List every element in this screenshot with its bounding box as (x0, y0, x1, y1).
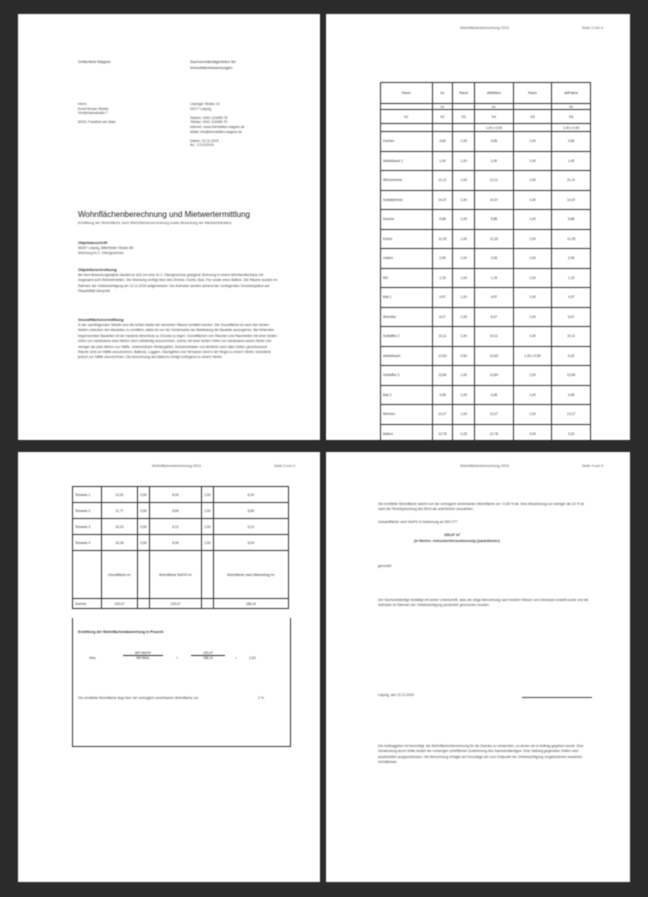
usage-paragraph: Der Auftraggeber ist berechtigt, die Wohnflächenberechnung für die Zwecke zu verwenden, zu denen sie in Auftrag gegeben wurde. Eine Verwendung durch Dritte bedarf der vorherigen schriftlichen Zustimmung des Sachverständigen. Eine Haftung gegenüber Dritten wird ausdrücklich ausgeschlossen. Die Berechnung erfolgte auf Grundlage der zum Zeitpunkt der Ortsbesichtigung vorgefundenen baulichen Verhältnisse. (378, 744, 584, 765)
total-area-label: Gesamtfläche nach WoFlV in Anlehnung an DIN 277: (378, 520, 458, 524)
table-cell: Wohnzimmer (381, 171, 433, 191)
sum-label: Wohnfläche nach Mietvertrag m² (213, 551, 288, 599)
contact-line-1: 04177 Leipzig (190, 106, 212, 111)
table-cell: 0,50 (138, 487, 149, 503)
table-cell: 1,00 (513, 288, 552, 308)
unit-cell: m² (432, 104, 453, 110)
table-cell: 14,37 (432, 190, 453, 210)
office-line-2: Immobilienbewertungen (190, 65, 233, 70)
office-line-1: Sachverständigenbüro für (190, 59, 236, 64)
result-text: Die ermittelte Wohnfläche liegt über der vertraglich vereinbarten Wohnfläche um (78, 696, 199, 700)
table-row (381, 366, 591, 386)
table-cell: 1,00 (202, 535, 213, 551)
table-cell: 14,37 (475, 190, 514, 210)
table-cell: 1,00 x 0,50 (513, 346, 552, 366)
total-label: Summe (73, 599, 102, 609)
table-cell: 1,00 (513, 249, 552, 269)
factor-cell: 1.00 x 0,90 (475, 124, 514, 132)
table-cell: 6,07 (552, 307, 591, 327)
column-header: ablfAlters (475, 83, 514, 104)
table-row (73, 503, 289, 519)
contact-line-5: Internet: www.immobilien-wagner.de (190, 124, 245, 129)
table-cell: 1,00 (453, 229, 475, 249)
column-header: A1 (432, 83, 453, 104)
table-cell: 21,11 (552, 171, 591, 191)
table-cell: 1,40 (475, 151, 514, 171)
area-table (380, 82, 591, 440)
table-row (381, 346, 591, 366)
formula-box (72, 618, 291, 747)
table-cell: 4,97 (475, 288, 514, 308)
signature-place-date: Leipzig, den 22.11.2019 (378, 693, 414, 697)
table-cell: 1,00 (453, 405, 475, 425)
table-row (381, 210, 591, 230)
table-row (381, 190, 591, 210)
recipient-line-1: Ernst-Reuter-Straße (78, 106, 109, 111)
document-page-3 (18, 452, 320, 882)
table-cell: 13,27 (432, 405, 453, 425)
recipient-line-0: Herrn (78, 102, 87, 106)
document-subtitle: Ermittlung der Wohnfläche nach Wohnflächenverordnung sowie Bewertung der Mietwertsituation (78, 221, 232, 225)
column-header: ablFaktor (552, 83, 591, 104)
recipient-line-4: 60311 Frankfurt am Main (78, 120, 116, 125)
table-cell: 10,23 (101, 519, 138, 535)
table-cell: 5,12 (149, 519, 201, 535)
table-cell: 13,84 (475, 366, 514, 386)
table-cell: 5,32 (552, 346, 591, 366)
table-cell: 1,00 (453, 268, 475, 288)
recipient-address (78, 102, 116, 125)
section-title-description: Objektbeschreibung (78, 267, 117, 272)
page-header-title: Wohnflächenberechnung 2019 (460, 26, 509, 30)
sum-label: Grundfläche m² (101, 551, 138, 599)
table-cell: 2,06 (475, 249, 514, 269)
formula-lhs: Abw. (89, 656, 97, 660)
document-title: Wohnflächenberechnung und Mietwertermittlung (78, 210, 250, 219)
table-cell: 11,25 (552, 229, 591, 249)
column-code: K3 (453, 110, 475, 124)
contact-line-4: Telefax: 0341 123456 79 (190, 120, 228, 125)
table-cell: 4,97 (552, 288, 591, 308)
table-cell: 1,00 (513, 268, 552, 288)
table-cell: Schlafflur 3 (381, 366, 433, 386)
table-cell: Wohnflur (381, 307, 433, 327)
area-paragraph: In der nachfolgenden Tabelle sind die lichten Maße der einzelnen Räume ermittelt worden. Die Grundfläche ist nach den lichten Maßen zwischen den Bauteilen zu ermitteln; dabei ist von der Vorderkante der Bekleidung der Bauteile auszugehen. Bei fehlenden begrenzenden Bauteilen ist der bauliche Abschluss zu Grunde zu legen. Grundflächen von Räumen und Raumteilen mit einer lichten Höhe von mindestens zwei Metern sind vollständig anzurechnen, solche mit einer lichten Höhe von mindestens einem Meter und weniger als zwei Metern zur Hälfte. Unbeheizbare Wintergärten, Schwimmbäder und ähnliche nach allen Seiten geschlossene Räume sind zur Hälfte anzurechnen. Balkone, Loggien, Dachgärten und Terrassen sind in der Regel zu einem Viertel, höchstens jedoch zur Hälfte anzurechnen. Die Anrechnung des Balkons erfolgt vorliegend zu einem Viertel. (78, 323, 278, 360)
table-cell: 10,63 (475, 346, 514, 366)
formula-denominator-1: Wfl Mietv. (136, 656, 150, 660)
table-cell: Abstellraum 1 (381, 151, 433, 171)
table-cell: 6,00 (149, 487, 201, 503)
formula-equals-2: = (235, 656, 237, 660)
table-cell: 1,00 (453, 385, 475, 405)
table-cell: 11,25 (432, 229, 453, 249)
table-cell: 1,00 (453, 132, 475, 152)
table-cell: 3,65 (552, 132, 591, 152)
table-cell: 1,00 (453, 210, 475, 230)
table-cell: 1,00 (453, 366, 475, 386)
page-header-number: Seite 4 von 4 (582, 464, 603, 468)
formula-numerator-1: WFl-WoFlV (123, 651, 163, 656)
table-cell: 11,25 (475, 229, 514, 249)
column-code: K1 (381, 110, 433, 124)
page-header-number: Seite 2 von 4 (582, 26, 603, 30)
table-cell: 10,63 (432, 346, 453, 366)
formula-title: Ermittlung der Wohnflächenabweichung in Prozent: (78, 630, 165, 634)
column-code: K5 (513, 110, 552, 124)
section-title-area: Grundflächenermittlung (78, 317, 124, 322)
table-cell: 0,50 (138, 503, 149, 519)
page-header-number: Seite 3 von 4 (274, 464, 295, 468)
table-cell: 13,84 (432, 366, 453, 386)
table-cell: 0,25 (453, 424, 475, 440)
table-cell: 1,00 (453, 151, 475, 171)
table-cell: 1,15 (432, 268, 453, 288)
area-table-continued (72, 486, 289, 609)
table-cell: 5,09 (149, 535, 201, 551)
table-cell: 5,89 (149, 503, 201, 519)
table-cell: 4,97 (432, 288, 453, 308)
table-cell: 3,65 (475, 132, 514, 152)
table-row (381, 288, 591, 308)
table-cell: 12,78 (475, 424, 514, 440)
table-cell: 5,88 (552, 210, 591, 230)
confirmation-paragraph: Der Sachverständige bestätigt mit seiner Unterschrift, dass die obige Berechnung nach bestem Wissen und Gewissen erstellt wurde und die Aufmaße im Rahmen der Ortsbesichtigung persönlich genommen wurden. (378, 598, 589, 608)
table-cell: 11,77 (101, 503, 138, 519)
table-cell: 6,00 (213, 487, 288, 503)
contact-line-9: Az.: 17/12/2019 (190, 143, 214, 148)
total-cell: 193,47 (101, 599, 138, 609)
table-cell: Küche (381, 229, 433, 249)
table-cell: 1,00 (513, 132, 552, 152)
factor-cell (453, 124, 475, 132)
factor-cell (381, 124, 433, 132)
table-cell: 5,88 (475, 210, 514, 230)
table-cell: Bad 2 (381, 385, 433, 405)
table-row (381, 424, 591, 440)
table-cell: Bad 1 (381, 288, 433, 308)
table-cell: 1,00 (513, 171, 552, 191)
total-area-value: 193,47 m² (444, 533, 461, 537)
column-code: K2 (432, 110, 453, 124)
table-cell: 1,00 (513, 327, 552, 347)
sender-name: Grillenfeld Wagner (78, 59, 111, 64)
table-cell: 1,00 (513, 190, 552, 210)
table-cell: Kochen (381, 132, 433, 152)
table-cell: 1,00 (513, 366, 552, 386)
table-cell: 1,00 (202, 487, 213, 503)
total-area-words: (in Worten: einhundertdreiundneunzig Quadratmeter) (414, 539, 500, 543)
table-cell: 1,00 (453, 249, 475, 269)
table-cell: 3,48 (475, 385, 514, 405)
column-header: Raum (381, 83, 433, 104)
table-cell: 1,40 (432, 151, 453, 171)
table-cell: 0,50 (453, 346, 475, 366)
table-row (381, 132, 591, 152)
document-page-4 (326, 452, 630, 882)
table-row (381, 171, 591, 191)
table-cell: 3,20 (552, 424, 591, 440)
table-cell: 1,15 (475, 268, 514, 288)
table-cell: 12,00 (101, 487, 138, 503)
table-cell: Schlafflur 2 (381, 327, 433, 347)
table-cell: 14,37 (552, 190, 591, 210)
table-cell: Terrasse 4 (73, 535, 102, 551)
total-cell: 193,47 (149, 599, 201, 609)
contact-line-3: Telefon: 0341 123456 78 (190, 115, 228, 120)
signature-line (522, 697, 592, 698)
result-value: 2 % (258, 696, 264, 700)
factor-cell: 1.00 x 0,90 (552, 124, 591, 132)
table-cell: 5,12 (213, 519, 288, 535)
table-cell: 5,88 (432, 210, 453, 230)
column-header: Raum (513, 83, 552, 104)
table-cell: Terrasse 1 (73, 487, 102, 503)
table-cell: 6,07 (432, 307, 453, 327)
table-cell: 1,00 (202, 519, 213, 535)
table-cell: 1,00 (513, 385, 552, 405)
table-cell: 1,00 (513, 151, 552, 171)
table-cell: 10,11 (552, 327, 591, 347)
table-row (381, 385, 591, 405)
table-cell: 1,00 (513, 210, 552, 230)
contact-line-8: Datum: 22.11.2019 (190, 138, 219, 143)
table-cell: 1,00 (453, 288, 475, 308)
table-cell: 13,27 (475, 405, 514, 425)
table-row (73, 535, 289, 551)
formula-numerator-2: 193,47 (191, 651, 225, 656)
table-cell: 1,40 (552, 151, 591, 171)
page-header-title: Wohnflächenberechnung 2019 (152, 464, 201, 468)
table-cell: 1,00 (453, 190, 475, 210)
formula-result: 2,83 (249, 656, 256, 660)
table-cell: 10,11 (475, 327, 514, 347)
table-cell: WC (381, 268, 433, 288)
sum-label: Wohnfläche WoFlV m² (149, 551, 201, 599)
unit-cell: m² (475, 104, 514, 110)
table-cell: 1,00 (453, 171, 475, 191)
table-cell: 1,00 (513, 229, 552, 249)
table-row (381, 307, 591, 327)
column-header: Raum (453, 83, 475, 104)
table-cell: 13,84 (552, 366, 591, 386)
formula-denominator-2: 188,14 (203, 656, 213, 660)
address-line-1: 66347 Leipzig, Bitterfelder Straße 86 (78, 246, 134, 250)
table-cell: Terrasse 3 (73, 519, 102, 535)
table-cell: Dusche (381, 210, 433, 230)
recipient-line-2: Vorderhausstraße 7 (78, 111, 108, 116)
table-cell: 0,50 (138, 535, 149, 551)
table-cell: 10,11 (432, 327, 453, 347)
table-row (381, 327, 591, 347)
table-row (381, 405, 591, 425)
conclusion-paragraph: Die ermittelte Wohnfläche weicht von der vertraglich vereinbarten Wohnfläche um +2,83 % ab. Eine Abweichung von weniger als 10 % ist nach der Rechtsprechung des BGH als unerheblich anzusehen. (378, 502, 584, 512)
document-page-1 (18, 14, 320, 440)
table-cell: 1,15 (552, 268, 591, 288)
table-cell: 3,48 (432, 385, 453, 405)
table-cell: 10,18 (101, 535, 138, 551)
contact-line-0: Leipziger Straße 14 (190, 102, 220, 106)
table-cell: 1,00 (453, 327, 475, 347)
table-cell: 2,06 (432, 249, 453, 269)
table-row (73, 487, 289, 503)
table-cell: 5,89 (213, 503, 288, 519)
table-cell: 3,48 (552, 385, 591, 405)
table-cell: 0,50 (138, 519, 149, 535)
table-cell: 3,65 (432, 132, 453, 152)
table-cell: Abstellraum (381, 346, 433, 366)
column-code: K4 (475, 110, 514, 124)
contact-block (190, 102, 244, 148)
table-row (73, 519, 289, 535)
table-cell: 1,00 (202, 503, 213, 519)
formula-fraction-2 (191, 651, 225, 660)
formula-fraction-1 (123, 651, 163, 660)
table-cell: 21,11 (475, 171, 514, 191)
unit-cell: m² (552, 104, 591, 110)
factor-cell (513, 124, 552, 132)
address-line-2: Wohnung im 2. Obergeschoss (78, 251, 124, 255)
table-cell: Schlafzimmer (381, 190, 433, 210)
rounding-note: gerundet (378, 564, 392, 568)
description-paragraph: Bei dem Bewertungsobjekt handelt es sich um eine im 2. Obergeschoss gelegene Wohnung in einem Mehrfamilienhaus mit insgesamt acht Wohneinheiten. Die Wohnung verfügt über drei Zimmer, Küche, Bad, Flur sowie einen Balkon. Die Räume wurden im Rahmen der Ortsbesichtigung am 12.11.2019 aufgemessen. Die Aufmaße wurden anhand der vorliegenden Grundrisspläne auf Plausibilität überprüft. (78, 273, 278, 294)
table-cell: Balkon (381, 424, 433, 440)
table-row (381, 229, 591, 249)
table-cell: 12,78 (432, 424, 453, 440)
table-cell: 1,00 (513, 307, 552, 327)
table-cell: 2,06 (552, 249, 591, 269)
table-cell: 21,11 (432, 171, 453, 191)
contact-line-6: eMail: info@immobilien-wagner.de (190, 129, 242, 134)
table-row (381, 249, 591, 269)
table-cell: 1,00 (453, 307, 475, 327)
page-header-title: Wohnflächenberechnung 2019 (460, 464, 509, 468)
total-cell: 188,14 (213, 599, 288, 609)
table-cell: Wohnen (381, 405, 433, 425)
table-cell: 1,00 (513, 405, 552, 425)
table-cell: 0,25 (513, 424, 552, 440)
table-cell: 5,09 (213, 535, 288, 551)
column-code: K6 (552, 110, 591, 124)
section-title-address: Objektanschrift (78, 240, 108, 245)
formula-equals: = (176, 656, 178, 660)
factor-cell (432, 124, 453, 132)
table-cell: Garten (381, 249, 433, 269)
table-cell: 6,07 (475, 307, 514, 327)
document-page-2 (326, 14, 630, 440)
table-cell: Terrasse 2 (73, 503, 102, 519)
table-row (381, 151, 591, 171)
table-row (381, 268, 591, 288)
table-cell: 13,27 (552, 405, 591, 425)
